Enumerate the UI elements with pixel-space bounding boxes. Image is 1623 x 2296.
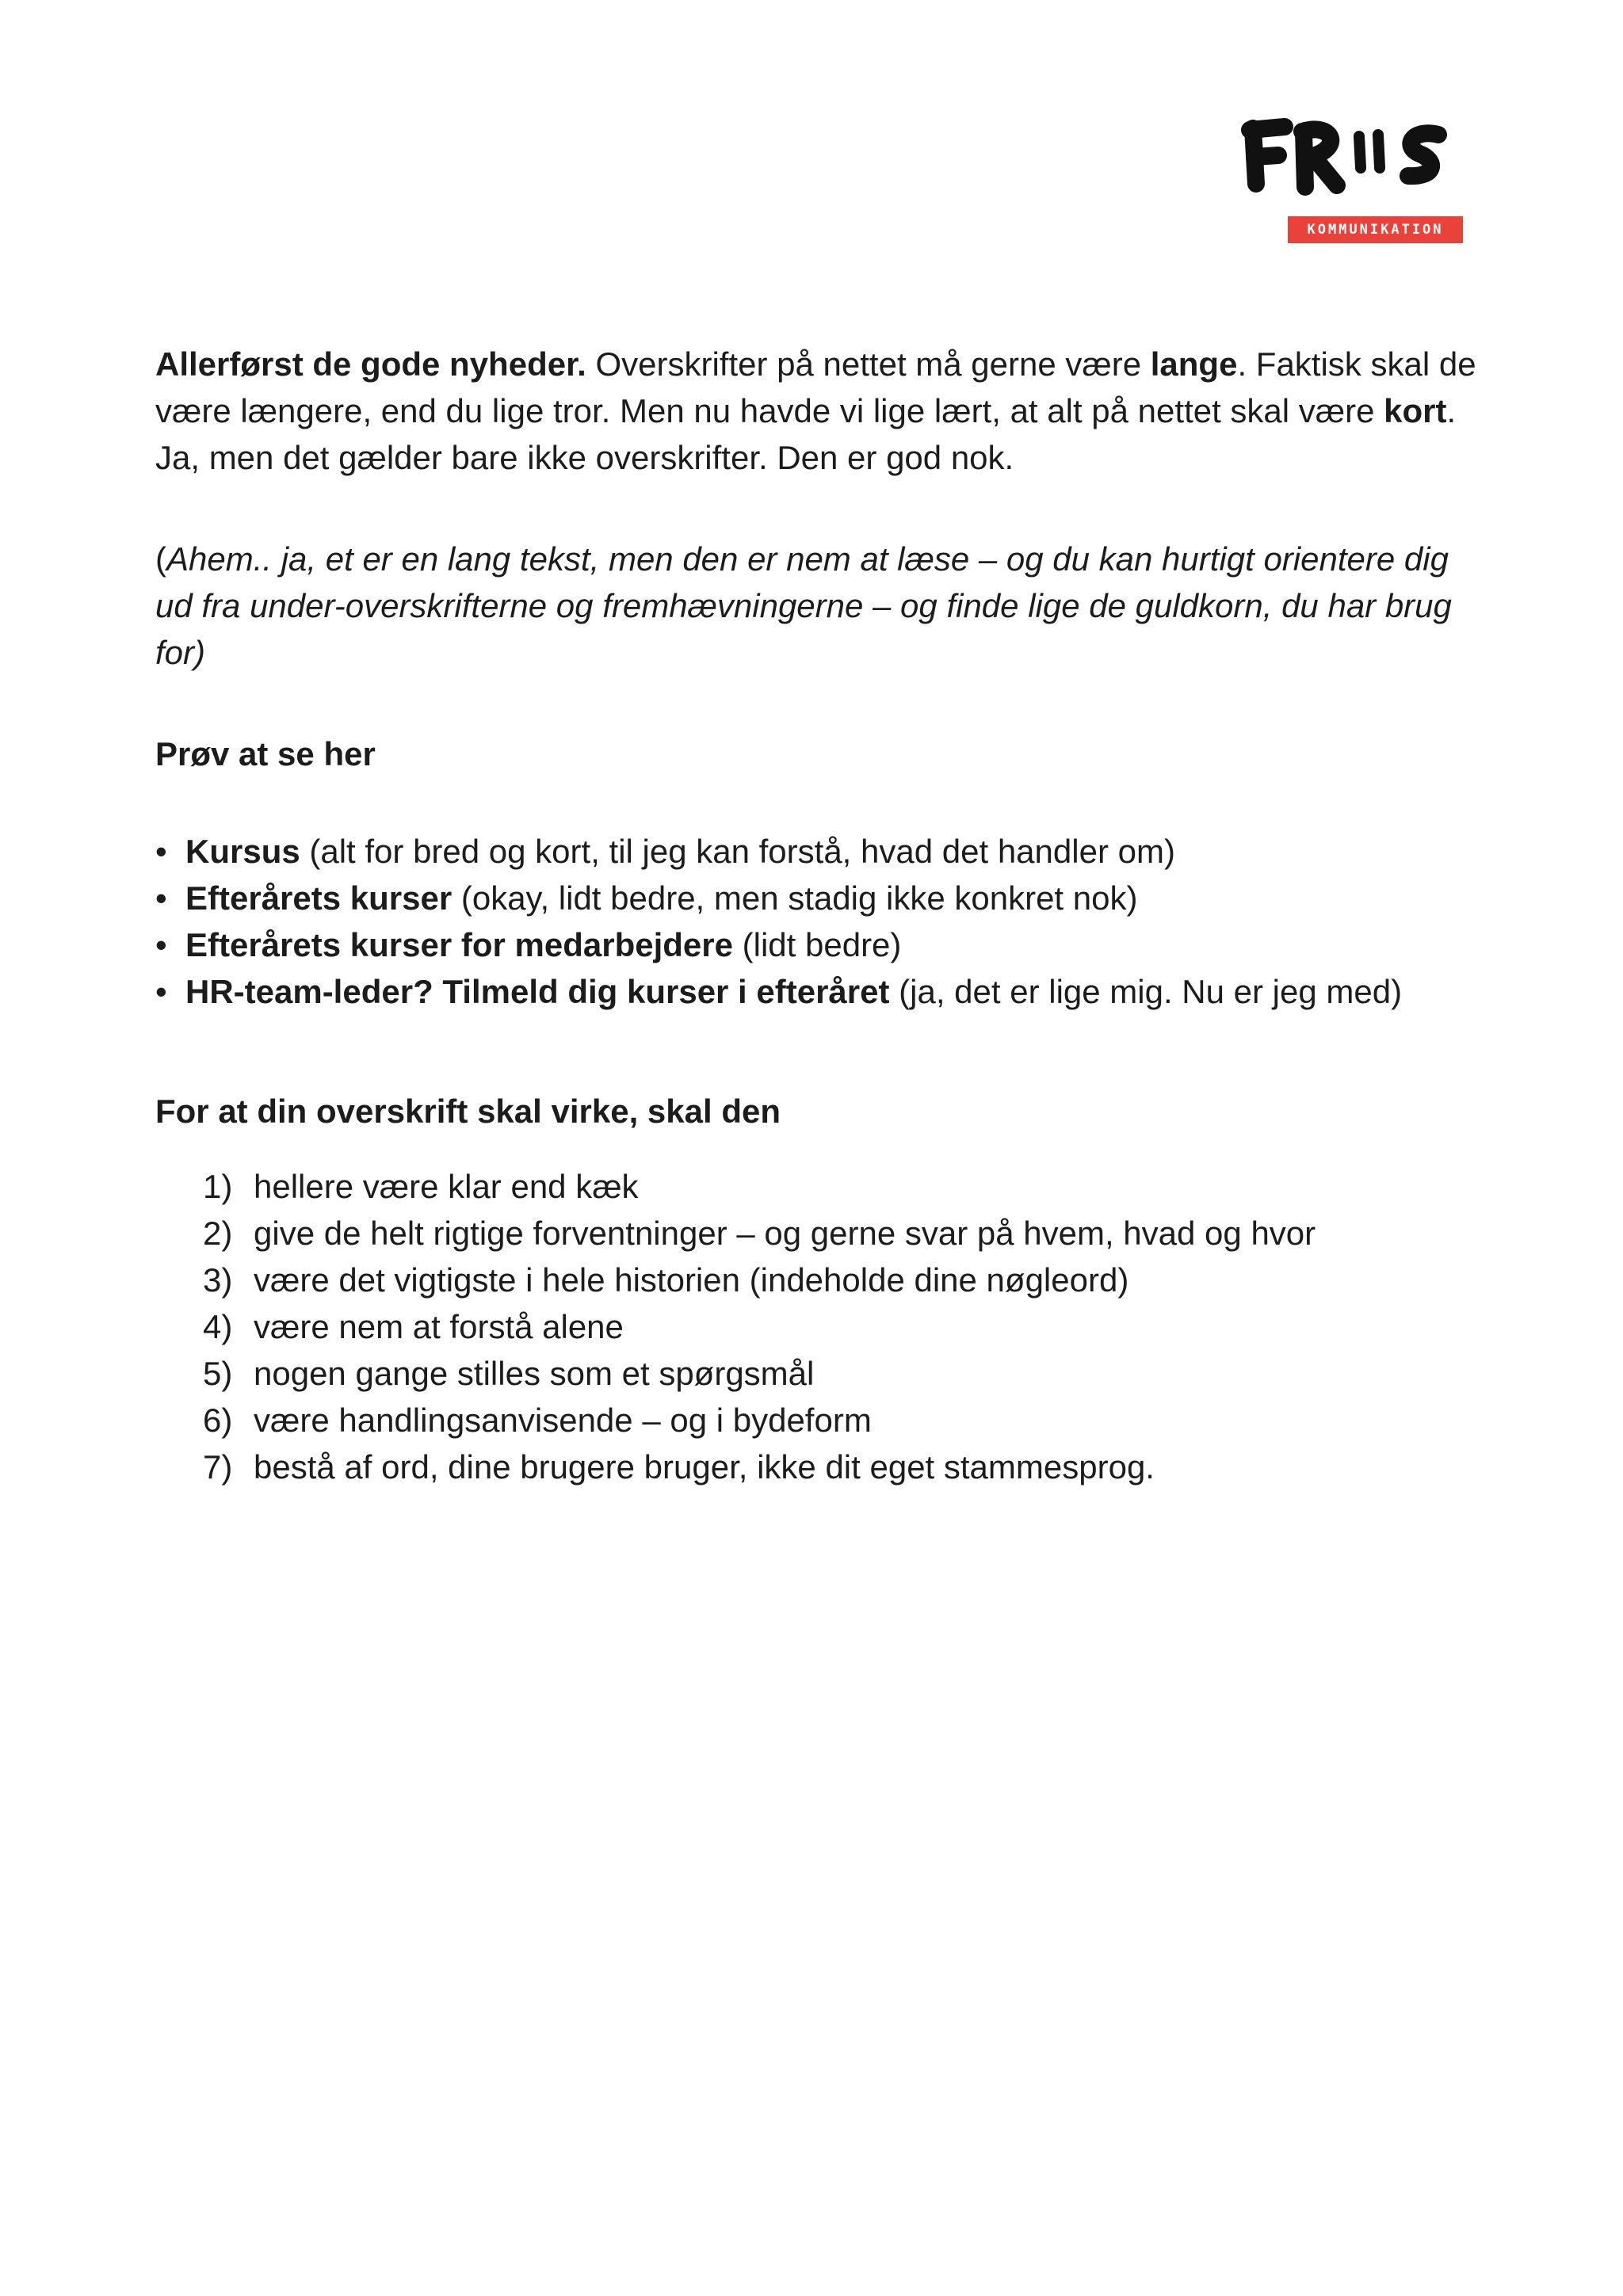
intro-text: . Faktisk skal de være længere, end du lige tror. Men nu havde vi lige lært, at alt på nettet skal være: [155, 345, 1476, 429]
emphasis-kort: kort: [1384, 392, 1447, 429]
list-item: [203, 1444, 1316, 1490]
intro-lead: Allerførst de gode nyheder.: [155, 345, 586, 383]
list-item: [155, 921, 1487, 968]
note-text: Ahem.. ja, et er en lang tekst, men den er nem at læse – og du kan hurtigt orientere dig ud fra under-overskrifterne og fremhævningerne – og finde lige de guldkorn, du har brug for): [155, 540, 1452, 671]
list-item: [155, 875, 1487, 921]
intro-text: Overskrifter på nettet må gerne være: [586, 345, 1151, 383]
list-item-text: give de helt rigtige forventninger – og gerne svar på hvem, hvad og hvor: [254, 1215, 1316, 1252]
bullet-icon: •: [155, 926, 167, 963]
section-heading: For at din overskrift skal virke, skal den: [155, 1093, 781, 1130]
list-item-bold: Efterårets kurser for medarbejdere: [185, 926, 733, 963]
friis-wordmark: [1232, 111, 1470, 230]
list-number: 4): [203, 1308, 233, 1345]
list-number: 3): [203, 1261, 233, 1299]
list-item: [203, 1303, 1316, 1350]
intro-text: . Ja, men det gælder bare ikke overskrifter. Den er god nok.: [155, 392, 1457, 476]
emphasis-lange: lange: [1150, 345, 1238, 383]
list-number: 5): [203, 1355, 233, 1392]
note-paren: (: [155, 540, 166, 578]
list-item: [155, 968, 1487, 1015]
list-item-bold: Efterårets kurser: [185, 879, 453, 917]
list-item: [203, 1210, 1316, 1257]
bullet-icon: •: [155, 973, 167, 1010]
list-item-text: være det vigtigste i hele historien (indeholde dine nøgleord): [254, 1261, 1129, 1299]
list-item: [203, 1257, 1316, 1303]
section-heading: Prøv at se her: [155, 735, 376, 772]
list-item-text: (alt for bred og kort, til jeg kan forstå, hvad det handler om): [300, 833, 1175, 870]
list-item-bold: Kursus: [185, 833, 300, 870]
logo-tagline: KOMMUNIKATION: [1288, 216, 1463, 243]
bullet-icon: •: [155, 879, 167, 917]
list-item-text: være nem at forstå alene: [254, 1308, 624, 1345]
list-item-text: være handlingsanvisende – og i bydeform: [254, 1402, 872, 1439]
friis-logo: [1232, 111, 1470, 246]
intro-paragraph: [155, 341, 1487, 481]
list-item-text: (lidt bedre): [732, 926, 902, 963]
list-item: [203, 1397, 1316, 1444]
list-item: [203, 1350, 1316, 1397]
example-list: [155, 828, 1487, 1015]
list-number: 6): [203, 1402, 233, 1439]
list-item-text: hellere være klar end kæk: [254, 1168, 639, 1205]
list-item-text: (okay, lidt bedre, men stadig ikke konkret nok): [452, 879, 1138, 917]
italic-note: [155, 536, 1487, 676]
list-number: 7): [203, 1448, 233, 1486]
list-number: 1): [203, 1168, 233, 1205]
list-item-text: bestå af ord, dine brugere bruger, ikke dit eget stammesprog.: [254, 1448, 1155, 1486]
list-item: [155, 828, 1487, 875]
list-number: 2): [203, 1215, 233, 1252]
list-item-text: (ja, det er lige mig. Nu er jeg med): [889, 973, 1403, 1010]
bullet-icon: •: [155, 833, 167, 870]
list-item: [203, 1163, 1316, 1210]
list-item-bold: HR-team-leder? Tilmeld dig kurser i efteråret: [185, 973, 890, 1010]
numbered-list: [203, 1163, 1316, 1490]
list-item-text: nogen gange stilles som et spørgsmål: [254, 1355, 815, 1392]
